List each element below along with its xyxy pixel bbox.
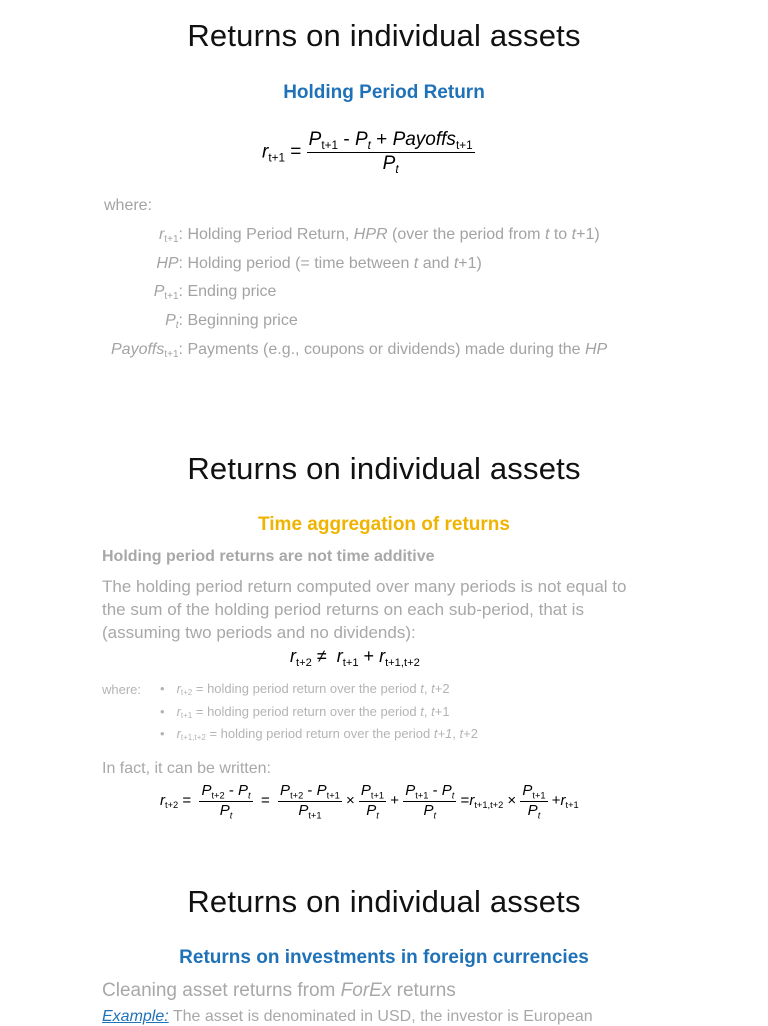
definition-hpr — [104, 226, 600, 244]
bullet-text: , — [423, 681, 432, 696]
slide1-subtitle: Holding Period Return — [283, 82, 485, 103]
def-text: (over the period from — [387, 226, 545, 243]
slide2-in-fact: In fact, it can be written: — [102, 760, 271, 777]
bullet-r-t2 — [160, 681, 450, 696]
bullet-text: t — [431, 704, 435, 719]
bullet-sym: r — [176, 726, 181, 741]
slide2-title: Returns on individual assets — [187, 451, 581, 486]
definition-beginning-price — [104, 312, 298, 330]
bullet-text: = holding period return over the period — [192, 704, 421, 719]
slide3-title: Returns on individual assets — [187, 884, 581, 919]
slide2-subtitle: Time aggregation of returns — [258, 514, 510, 535]
bullet-text: t — [420, 681, 424, 696]
bullet-text: t — [420, 704, 424, 719]
def-key-main: Payoffs — [111, 341, 165, 358]
def-key-sub: t — [175, 320, 179, 331]
def-text: +1) — [576, 226, 600, 243]
definition-payoffs — [104, 341, 607, 359]
bullet-dot: • — [160, 704, 165, 719]
slide3-line1-text: Cleaning asset returns from — [102, 980, 341, 1001]
bullet-text: +2 — [463, 726, 478, 741]
def-text: and — [418, 255, 454, 272]
definition-hp — [104, 255, 482, 273]
bullet-text: , — [452, 726, 460, 741]
bullet-text: t — [459, 726, 464, 741]
bullet-r-t1 — [160, 704, 450, 719]
def-key-main: HP — [156, 255, 179, 272]
def-text: +1) — [458, 255, 482, 272]
def-key-main: P — [165, 312, 176, 329]
def-text: t — [413, 255, 419, 272]
example-label: Example: — [102, 1008, 169, 1025]
slide2-bold-line: Holding period returns are not time additive — [102, 548, 435, 565]
def-text: Beginning price — [183, 312, 298, 329]
def-text: HP — [585, 341, 608, 358]
bullet-text: t+1 — [433, 726, 453, 741]
inequality-formula: $r_{t+2} \ne r_{t+1} + r_{t+1,t+2}$ — [290, 646, 420, 669]
example-text: The asset is denominated in USD, the investor is European — [168, 1008, 593, 1025]
hpr-formula: $r_{t+1}$ = $\frac{P_{t+1} - P_t + Payoffs_{t+1}}{P_t}$ — [262, 129, 473, 176]
bullet-sym: r — [176, 704, 181, 719]
slide2-paragraph: The holding period return computed over many periods is not equal to the sum of the holding period returns on each sub-period, that is (assuming two periods and no dividends): — [102, 577, 627, 642]
slide2-where-label: where: — [102, 682, 142, 697]
def-text: Ending price — [183, 283, 277, 300]
slide3-line1 — [102, 980, 456, 1002]
bullet-r-t1t2 — [160, 726, 478, 741]
def-text: Holding Period Return, — [183, 226, 354, 243]
def-text: t — [544, 226, 550, 243]
def-key-main: P — [153, 283, 165, 300]
bullet-text: = holding period return over the period — [205, 726, 434, 741]
bullet-text: +1 — [434, 704, 450, 719]
bullet-dot: • — [160, 726, 165, 741]
def-sep: : — [178, 312, 183, 329]
bullet-text: t — [431, 681, 435, 696]
def-sep: : — [178, 255, 183, 272]
def-text: t — [571, 226, 577, 243]
slide1-title: Returns on individual assets — [187, 18, 581, 53]
def-key-sub: t+1 — [164, 234, 179, 245]
bullet-text: , — [423, 704, 432, 719]
def-text: t — [453, 255, 459, 272]
def-sep: : — [178, 283, 183, 300]
bullet-sub: t+1 — [180, 711, 193, 720]
bullet-sub: t+2 — [180, 688, 193, 697]
def-key-main: r — [159, 226, 165, 243]
def-sep: : — [178, 341, 183, 358]
slide1-where-label: where: — [104, 197, 153, 214]
def-key-sub: t+1 — [164, 291, 179, 302]
definition-ending-price — [104, 283, 276, 301]
slide3-line1-forex: ForEx — [340, 980, 392, 1001]
def-sep: : — [178, 226, 183, 243]
bullet-text: +2 — [434, 681, 450, 696]
def-text: Payments (e.g., coupons or dividends) made during the — [183, 341, 585, 358]
bullet-text: = holding period return over the period — [192, 681, 421, 696]
def-key-sub: t+1 — [164, 349, 179, 360]
decomposition-formula: $r_{t+2}$ = $\frac{P_{t+2} - P_t}{P_t}$ = $\frac{P_{t+2} - P_{t+1}}{P_{t+1}}$ × $\frac{P_{t+1}}{P_t}$ + $\frac{P_{t+1} - P_t}{P_t}$ $=r_{t+1,t+2}$ × $\frac{P_{t+1}}{P_t}$ $+r_{t+1}$ — [160, 782, 579, 820]
def-text: to — [549, 226, 572, 243]
slide3-line1-text: returns — [391, 980, 456, 1001]
slide3-subtitle: Returns on investments in foreign currencies — [179, 947, 589, 968]
bullet-sym: r — [176, 681, 181, 696]
slide3-example — [102, 1008, 593, 1026]
def-text: Holding period (= time between — [183, 255, 414, 272]
def-text: HPR — [353, 226, 388, 243]
bullet-dot: • — [160, 681, 165, 696]
bullet-sub: t+1,t+2 — [180, 733, 206, 742]
